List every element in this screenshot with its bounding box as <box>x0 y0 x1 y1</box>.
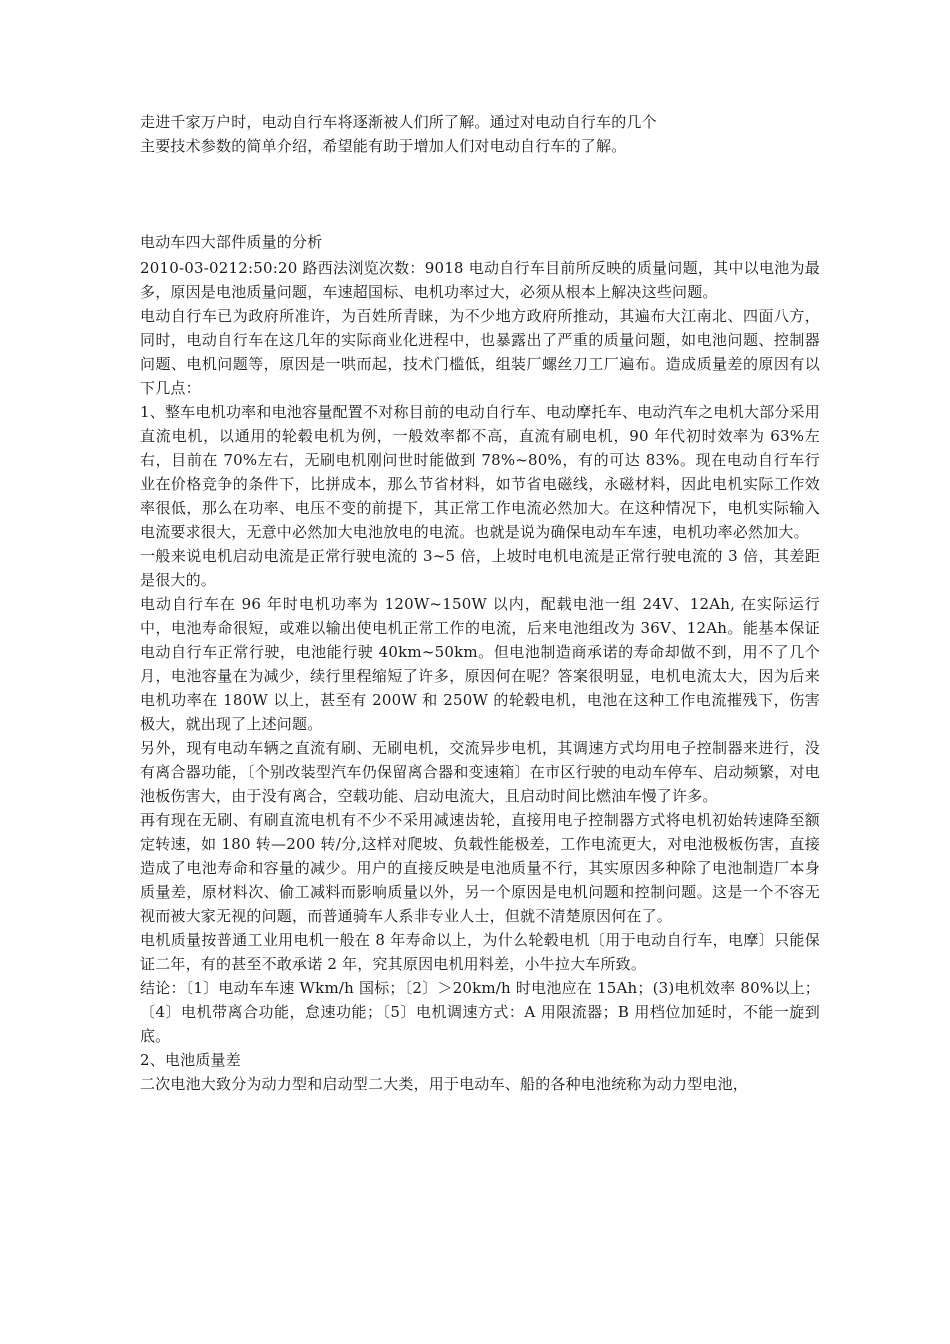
paragraph: 另外，现有电动车辆之直流有刷、无刷电机，交流异步电机，其调速方式均用电子控制器来进行，没有离合器功能，〔个别改装型汽车仍保留离合器和变速箱〕在市区行驶的电动车停车、启动频繁，对电池板伤害大，由于没有离合，空载功能、启动电流大，且启动时间比燃油车慢了许多。 <box>140 739 820 805</box>
paragraph: 电动自行车已为政府所准许，为百姓所青睐，为不少地方政府所推动，其遍布大江南北、四面八方，同时，电动自行车在这几年的实际商业化进程中，也暴露出了严重的质量问题，如电池问题、控制器问题、电机问题等，原因是一哄而起，技术门槛低，组装厂螺丝刀工厂遍布。造成质量差的原因有以下几点： <box>140 307 820 397</box>
paragraph: 一般来说电机启动电流是正常行驶电流的 3~5 倍，上坡时电机电流是正常行驶电流的 3 倍，其差距是很大的。 <box>140 547 820 589</box>
intro-section <box>140 110 820 158</box>
article-section <box>140 230 820 1096</box>
article-meta-opening: 2010-03-0212:50:20 路西法浏览次数：9018 电动自行车目前所反映的质量问题，其中以电池为最多，原因是电池质量问题，车速超国标、电机功率过大，必须从根本上解决这些问题。 <box>140 259 820 301</box>
section-heading: 2、电池质量差 <box>140 1051 241 1069</box>
paragraph: 电动自行车在 96 年时电机功率为 120W~150W 以内，配载电池一组 24V、12Ah, 在实际运行中，电池寿命很短，或难以输出使电机正常工作的电流，后来电池组改为 36V、12Ah。能基本保证电动自行车正常行驶，电池能行驶 40km~50km。但电池制造商承诺的寿命却做不到，用不了几个月，电池容量在为减少，续行里程缩短了许多，原因何在呢？答案很明显，电机电流太大，因为后来电机功率在 180W 以上，甚至有 200W 和 250W 的轮毂电机，电池在这种工作电流摧残下，伤害极大，就出现了上述问题。 <box>140 595 820 733</box>
intro-line-1: 走进千家万户时，电动自行车将逐渐被人们所了解。通过对电动自行车的几个 <box>140 113 657 131</box>
paragraph: 电机质量按普通工业用电机一般在 8 年寿命以上，为什么轮毂电机〔用于电动自行车，电摩〕只能保证二年，有的甚至不敢承诺 2 年，究其原因电机用料差，小牛拉大车所致。 <box>140 931 820 973</box>
intro-line-2: 主要技术参数的简单介绍，希望能有助于增加人们对电动自行车的了解。 <box>140 137 627 155</box>
conclusion-paragraph: 结论：〔1〕电动车车速 Wkm/h 国标；〔2〕＞20km/h 时电池应在 15Ah；(3)电机效率 80%以上；〔4〕电机带离合功能，怠速功能；〔5〕电机调速方式：A 用限流器；B 用档位加延时，不能一旋到底。 <box>140 979 820 1045</box>
article-title: 电动车四大部件质量的分析 <box>140 233 323 251</box>
paragraph: 二次电池大致分为动力型和启动型二大类，用于电动车、船的各种电池统称为动力型电池， <box>140 1075 749 1093</box>
paragraph: 1、整车电机功率和电池容量配置不对称目前的电动自行车、电动摩托车、电动汽车之电机大部分采用直流电机，以通用的轮毂电机为例，一般效率都不高，直流有刷电机，90 年代初时效率为 63%左右，目前在 70%左右，无刷电机刚问世时能做到 78%~80%，有的可达 83%。现在电动自行车行业在价格竞争的条件下，比拼成本，那么节省材料，如节省电磁线，永磁材料，因此电机实际工作效率很低，那么在功率、电压不变的前提下，其正常工作电流必然加大。在这种情况下，电机实际输入电流要求很大，无意中必然加大电池放电的电流。也就是说为确保电动车车速，电机功率必然加大。 <box>140 403 820 541</box>
paragraph: 再有现在无刷、有刷直流电机有不少不采用减速齿轮，直接用电子控制器方式将电机初始转速降至额定转速，如 180 转—200 转/分,这样对爬坡、负载性能极差，工作电流更大，对电池极板伤害，直接造成了电池寿命和容量的减少。用户的直接反映是电池质量不行，其实原因多种除了电池制造厂本身质量差，原材料次、偷工减料而影响质量以外，另一个原因是电机问题和控制问题。这是一个不容无视而被大家无视的问题，而普通骑车人系非专业人士，但就不清楚原因何在了。 <box>140 811 820 925</box>
